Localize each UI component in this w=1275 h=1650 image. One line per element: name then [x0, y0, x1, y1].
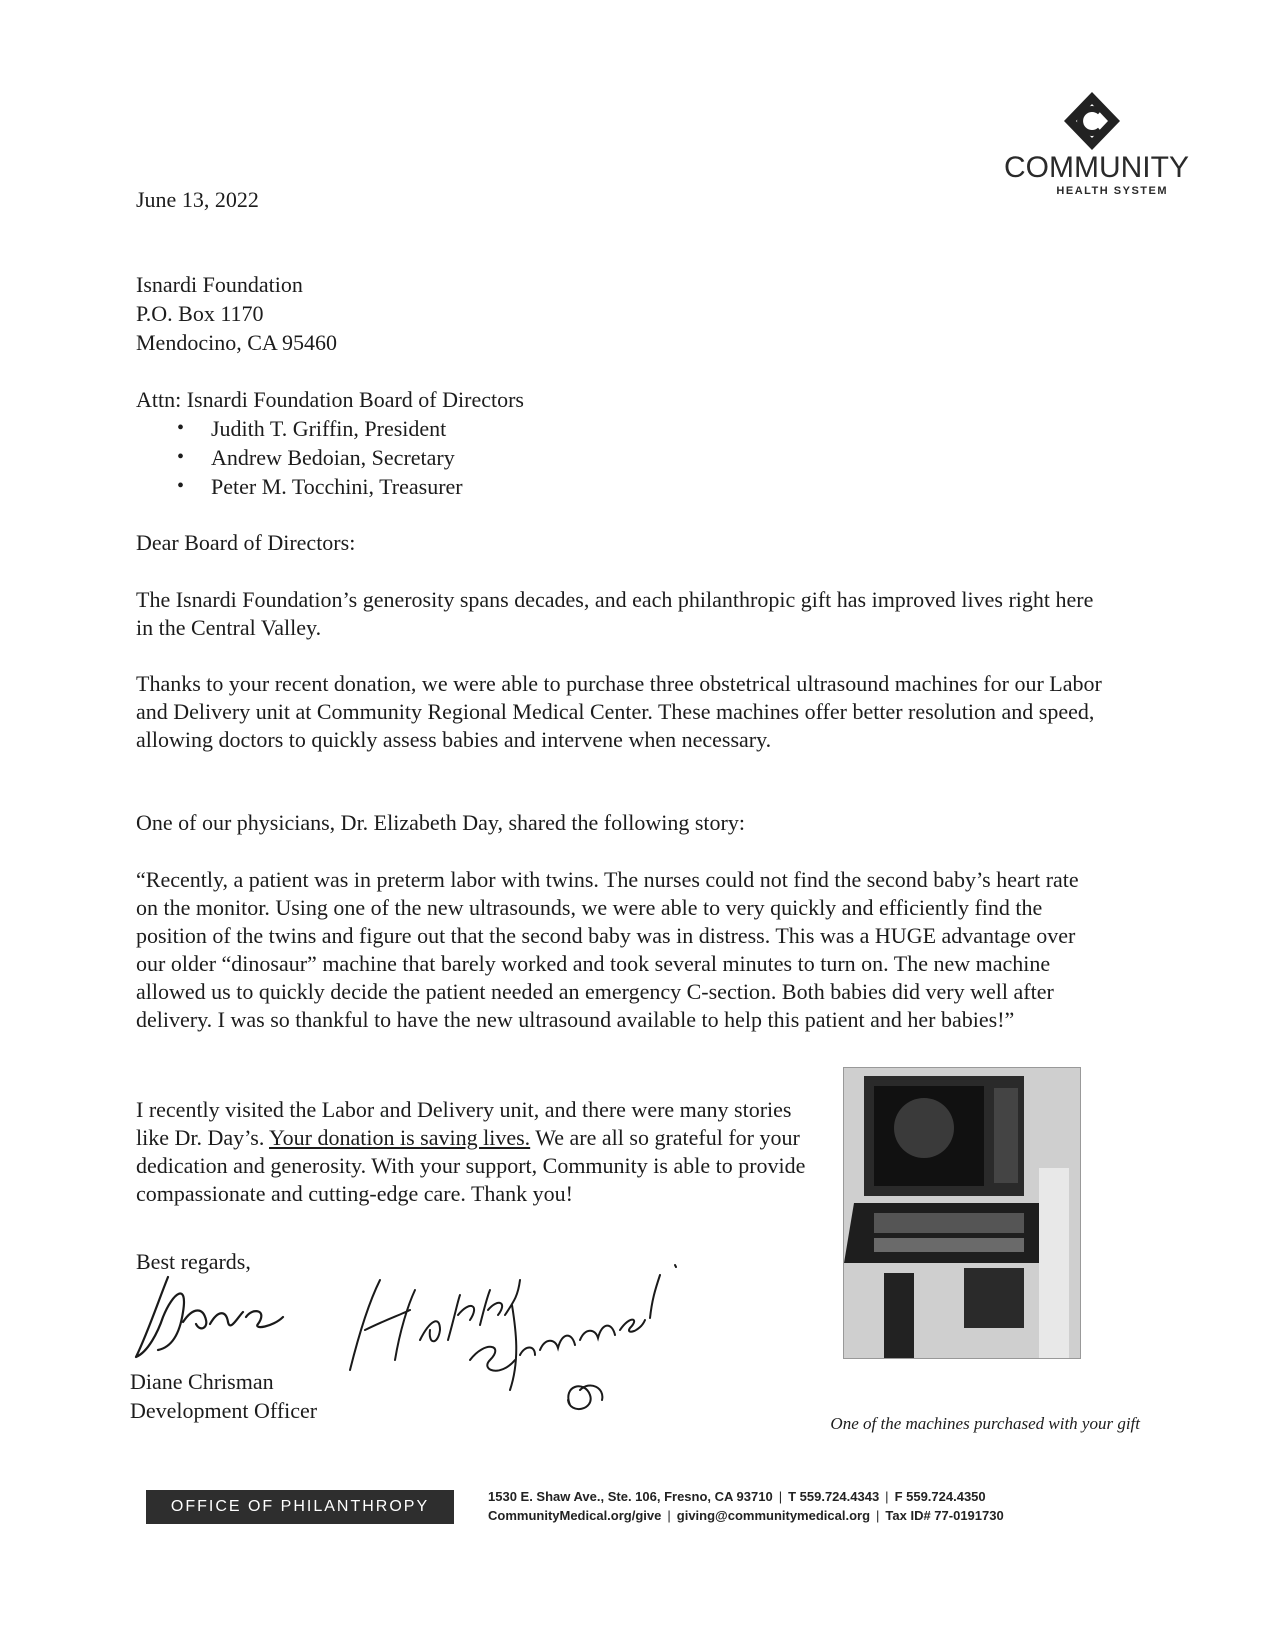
office-label: OFFICE OF PHILANTHROPY: [146, 1490, 454, 1524]
board-member: • Andrew Bedoian, Secretary: [177, 443, 463, 472]
footer-fax: F 559.724.4350: [894, 1489, 986, 1504]
recipient-line: Mendocino, CA 95460: [136, 330, 338, 355]
footer-phone: T 559.724.4343: [788, 1489, 880, 1504]
board-member-list: [177, 414, 463, 501]
physician-quote: “Recently, a patient was in preterm labor with twins. The nurses could not find the second baby’s heart rate on the monitor. Using one of the new ultrasounds, we were able to very quickly and efficiently find the position of the twins and figure out that the second baby was in distress. This was a HUGE advantage over our older “dinosaur” machine that barely worked and took several minutes to turn on. The new machine allowed us to quickly decide the patient needed an emergency C-section. Both babies did very well after delivery. I was so thankful to have the new ultrasound available to help this patient and her babies!”: [136, 867, 1079, 1032]
board-member: • Peter M. Tocchini, Treasurer: [177, 472, 463, 501]
footer-address: 1530 E. Shaw Ave., Ste. 106, Fresno, CA 93710: [488, 1489, 773, 1504]
body-paragraph: Thanks to your recent donation, we were able to purchase three obstetrical ultrasound machines for our Labor and Delivery unit at Community Regional Medical Center. These machines offer better resolution and speed, allowing doctors to quickly assess babies and intervene when necessary.: [136, 671, 1102, 752]
board-member: • Judith T. Griffin, President: [177, 414, 463, 443]
final-paragraph: [136, 1096, 816, 1208]
salutation: Dear Board of Directors:: [136, 530, 356, 555]
attn-line: Attn: Isnardi Foundation Board of Directors: [136, 387, 524, 412]
logo-subtitle: HEALTH SYSTEM: [1056, 185, 1168, 197]
logo-mark-icon: [1062, 90, 1122, 152]
signer-name: Diane Chrisman: [130, 1369, 274, 1394]
recipient-address: [136, 270, 337, 357]
underlined-emphasis: Your donation is saving lives.: [269, 1125, 531, 1150]
footer-contact: [488, 1487, 1004, 1525]
footer-line-2: CommunityMedical.org/give | giving@communitymedical.org | Tax ID# 77-0191730: [488, 1508, 1004, 1523]
footer-email[interactable]: giving@communitymedical.org: [676, 1508, 871, 1523]
letter-date: June 13, 2022: [136, 187, 259, 212]
footer-tax-id: Tax ID# 77-0191730: [885, 1508, 1004, 1523]
closing: Best regards,: [136, 1249, 251, 1274]
final-paragraph-text: We are all so grateful for your dedication and generosity. With your support, Community is able to provide compassionate and cutting-edge care. Thank you!: [136, 1125, 806, 1206]
handwritten-note: [340, 1220, 700, 1420]
body-paragraph: One of our physicians, Dr. Elizabeth Day, shared the following story:: [136, 810, 745, 835]
recipient-line: Isnardi Foundation: [136, 272, 303, 297]
recipient-line: P.O. Box 1170: [136, 301, 264, 326]
logo-name: COMMUNITY: [1004, 151, 1189, 184]
final-paragraph-text: I recently visited the Labor and Delivery unit, and there were many stories like Dr. Day’s.: [136, 1097, 792, 1150]
body-paragraph: The Isnardi Foundation’s generosity spans decades, and each philanthropic gift has improved lives right here in the Central Valley.: [136, 587, 1094, 640]
footer-line-1: 1530 E. Shaw Ave., Ste. 106, Fresno, CA 93710 | T 559.724.4343 | F 559.724.4350: [488, 1489, 986, 1504]
signer-title: Development Officer: [130, 1398, 318, 1423]
photo-caption: One of the machines purchased with your gift: [830, 1414, 1140, 1433]
community-health-logo: [1004, 90, 1189, 210]
handwritten-signature: [128, 1262, 288, 1372]
footer-website[interactable]: CommunityMedical.org/give: [488, 1508, 662, 1523]
ultrasound-machine-photo: [843, 1067, 1081, 1359]
